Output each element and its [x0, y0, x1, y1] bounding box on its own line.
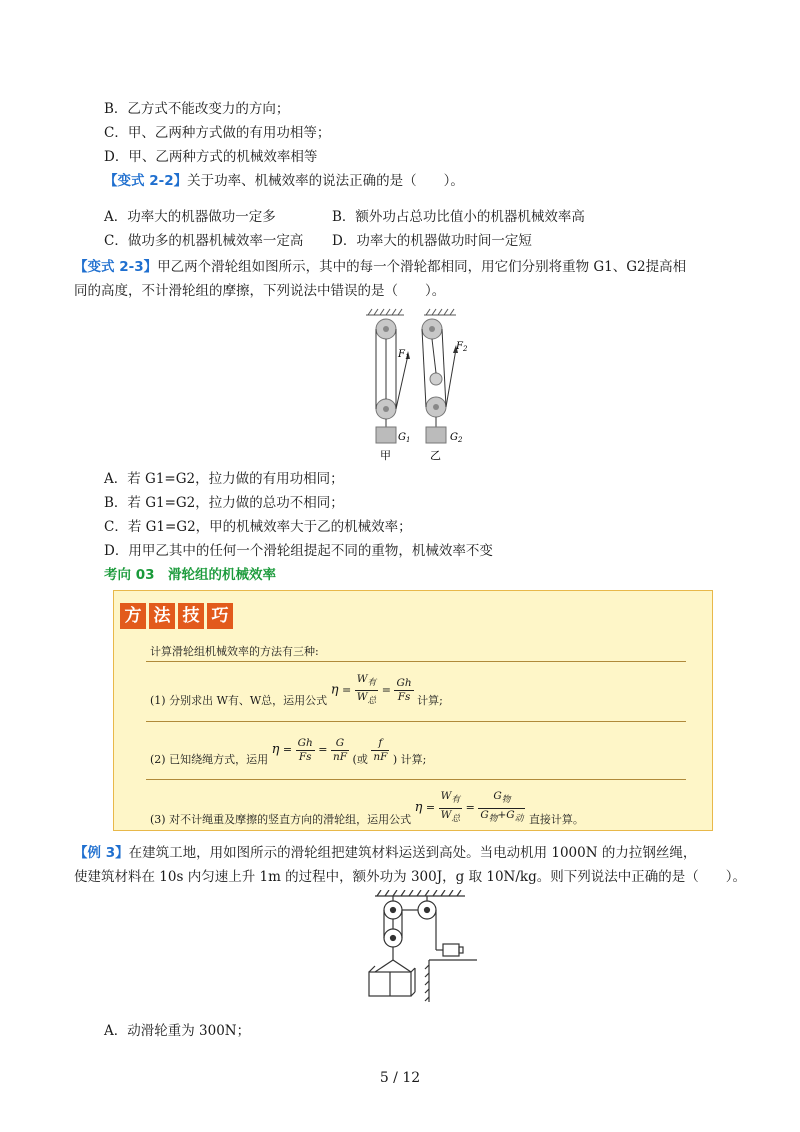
pulley-system-left	[376, 319, 410, 443]
example-text-2: 使建筑材料在 10s 内匀速上升 1m 的过程中，额外功为 300J，g 取 10N/kg。则下列说法中正确的是（ ）。	[74, 869, 746, 885]
construction-pulley-figure	[355, 890, 480, 1005]
pulley-systems-figure	[360, 305, 480, 465]
method-1-text: (1) 分别求出 W有、W总，运用公式	[150, 693, 328, 707]
question-tag: 【变式 2-2】	[104, 173, 188, 189]
q22-option-d: D．功率大的机器做功时间一定短	[332, 233, 532, 249]
q23-option-b: B．若 G1=G2，拉力做的总功不相同；	[104, 495, 344, 511]
q23-option-a: A．若 G1=G2，拉力做的有用功相同；	[104, 471, 344, 487]
q23-option-d: D．用甲乙其中的任何一个滑轮组提起不同的重物，机械效率不变	[104, 543, 493, 559]
badge-char: 技	[178, 603, 204, 629]
q22-option-c: C．做功多的机器机械效率一定高	[104, 233, 304, 249]
example-text-1: 在建筑工地，用如图所示的滑轮组把建筑材料运送到高处。当电动机用 1000N 的力拉钢丝绳，	[128, 845, 697, 861]
f2-label: F	[456, 341, 463, 352]
option-d-prev: D．甲、乙两种方式的机械效率相等	[104, 149, 318, 165]
g2-sub: 2	[458, 436, 463, 444]
svg-text:F2	[455, 341, 468, 353]
method-tips-box	[113, 590, 713, 831]
question-text: 关于功率、机械效率的说法正确的是（ ）。	[187, 173, 464, 189]
method-2: (2) 已知绕绳方式，运用 η = $\frac{Gh}{Fs}$ = $\frac{G}{nF}$ (或 $\frac{f}{nF}$ ) 计算;	[150, 733, 426, 767]
option-c-prev: C．甲、乙两种方式做的有用功相等；	[104, 125, 331, 141]
q22-option-a: A．功率大的机器做功一定多	[104, 209, 276, 225]
method-1: (1) 分别求出 W有、W总，运用公式 η = $\frac{W_有}{W_总}$ = $\frac{Gh}{Fs}$ 计算;	[150, 673, 443, 707]
question-2-2	[104, 172, 464, 190]
figure-label-right: 乙	[430, 449, 441, 462]
figure-label-left: 甲	[380, 449, 391, 462]
svg-text:G1	[398, 432, 410, 444]
question-tag: 【变式 2-3】	[74, 259, 158, 275]
method-2-after: ) 计算;	[392, 753, 427, 766]
example-3	[74, 844, 696, 862]
method-3: (3) 对不计绳重及摩擦的竖直方向的滑轮组，运用公式 η = $\frac{W_有}{W_总}$ = $\frac{G_物}{G_物+G_动}$ 直接计算。	[150, 790, 584, 826]
f1-label: F	[398, 349, 405, 360]
method-intro: 计算滑轮组机械效率的方法有三种:	[150, 645, 319, 658]
q22-option-b: B．额外功占总功比值小的机器机械效率高	[332, 209, 585, 225]
badge-char: 法	[149, 603, 175, 629]
example-tag: 【例 3】	[74, 845, 129, 861]
divider	[146, 721, 686, 722]
g1-sub: 1	[406, 436, 411, 444]
divider	[146, 661, 686, 662]
g1-label: G	[398, 432, 406, 443]
page-number: 5 / 12	[379, 1070, 421, 1086]
method-2-or: (或	[352, 753, 368, 766]
svg-text:G2	[450, 432, 463, 444]
method-3-text: (3) 对不计绳重及摩擦的竖直方向的滑轮组，运用公式	[150, 813, 412, 826]
badge-char: 巧	[207, 603, 233, 629]
f1-sub: 1	[404, 353, 410, 361]
method-1-after: 计算;	[417, 693, 443, 707]
section-heading: 考向 03 滑轮组的机械效率	[104, 567, 276, 583]
question-text-1: 甲乙两个滑轮组如图所示，其中的每一个滑轮都相同，用它们分别将重物 G1、G2提高相	[157, 259, 687, 275]
g2-label: G	[450, 432, 458, 443]
q23-option-c: C．若 G1=G2，甲的机械效率大于乙的机械效率；	[104, 519, 412, 535]
question-text-2: 同的高度，不计滑轮组的摩擦，下列说法中错误的是（ ）。	[74, 283, 446, 299]
question-2-3	[74, 258, 686, 276]
badge-char: 方	[120, 603, 146, 629]
svg-text:F1	[397, 349, 409, 361]
option-b-prev: B．乙方式不能改变力的方向；	[104, 101, 290, 117]
f2-sub: 2	[462, 345, 468, 353]
pulley-system-right	[422, 319, 458, 443]
method-2-text: (2) 已知绕绳方式，运用	[150, 753, 269, 766]
divider	[146, 779, 686, 780]
method-3-after: 直接计算。	[528, 813, 584, 826]
example-option-a: A．动滑轮重为 300N；	[104, 1023, 251, 1039]
